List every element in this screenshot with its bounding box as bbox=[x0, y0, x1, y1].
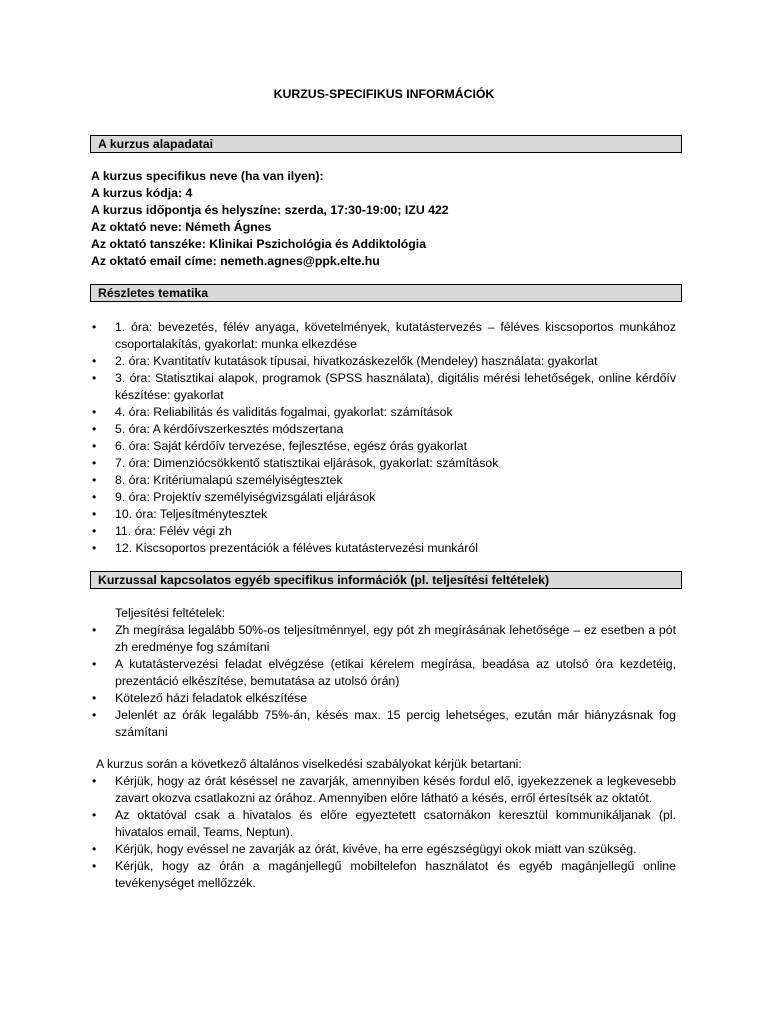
bullet-icon: • bbox=[92, 354, 97, 368]
list-item: • Kérjük, hogy az órát késéssel ne zavarják, amennyiben késés fordul elő, igyekezzenek a legkevesebb zavart okozva csatlakozni az órához. Amennyiben előre látható a késés, erről értesítsék az oktatót. bbox=[92, 774, 676, 805]
list-item: • 5. óra: A kérdőívszerkesztés módszertana bbox=[92, 422, 344, 436]
bullet-icon: • bbox=[92, 623, 97, 637]
list-item: • 11. óra: Félév végi zh bbox=[92, 524, 232, 538]
bullet-icon: • bbox=[92, 808, 97, 822]
list-item: • 3. óra: Statisztikai alapok, programok (SPSS használata), digitális mérési lehetőségek, online kérdőív készítése: gyakorlat bbox=[92, 371, 676, 402]
section-heading-basic-data bbox=[90, 135, 682, 153]
bullet-icon: • bbox=[92, 524, 97, 538]
list-item: • 12. Kiscsoportos prezentációk a féléves kutatástervezési munkáról bbox=[92, 541, 478, 555]
bullet-icon: • bbox=[92, 541, 97, 555]
course-basic-info bbox=[91, 168, 449, 270]
instructor-email-line: Az oktató email címe: nemeth.agnes@ppk.elte.hu bbox=[91, 254, 380, 268]
list-item: • 7. óra: Dimenziócsökkentő statisztikai eljárások, gyakorlat: számítások bbox=[92, 456, 499, 470]
section-heading-label: A kurzus alapadatai bbox=[98, 137, 214, 151]
bullet-icon: • bbox=[92, 422, 97, 436]
course-code-line: A kurzus kódja: 4 bbox=[91, 186, 193, 200]
list-item: • A kutatástervezési feladat elvégzése (etikai kérelem megírása, beadása az utolsó óra kezdetéig, prezentáció elkészítése, bemutatása az utolsó órán) bbox=[92, 657, 676, 688]
conditions-label: Teljesítési feltételek: bbox=[115, 606, 226, 620]
bullet-icon: • bbox=[92, 490, 97, 504]
list-item: • Zh megírása legalább 50%-os teljesítménnyel, egy pót zh megírásának lehetősége – ez esetben a pót zh eredménye fog számítani bbox=[92, 623, 676, 654]
course-time-line: A kurzus időpontja és helyszíne: szerda, 17:30-19:00; IZU 422 bbox=[91, 203, 449, 217]
section-heading-other-info bbox=[90, 571, 682, 589]
bullet-icon: • bbox=[92, 320, 97, 334]
bullet-icon: • bbox=[92, 405, 97, 419]
list-item: • 4. óra: Reliabilitás és validitás fogalmai, gyakorlat: számítások bbox=[92, 405, 453, 419]
list-item: • Kérjük, hogy evéssel ne zavarják az órát, kivéve, ha erre egészségügyi okok miatt van szükség. bbox=[92, 842, 637, 856]
bullet-icon: • bbox=[92, 371, 97, 385]
list-item: • Kérjük, hogy az órán a magánjellegű mobiltelefon használatot és egyéb magánjellegű online tevékenységet mellőzzék. bbox=[92, 859, 676, 890]
bullet-icon: • bbox=[92, 774, 97, 788]
bullet-icon: • bbox=[92, 657, 97, 671]
bullet-icon: • bbox=[92, 842, 97, 856]
list-item: • 9. óra: Projektív személyiségvizsgálati eljárások bbox=[92, 490, 376, 504]
page-title: KURZUS-SPECIFIKUS INFORMÁCIÓK bbox=[273, 87, 495, 101]
list-item: • 8. óra: Kritériumalapú személyiségtesztek bbox=[92, 473, 343, 487]
bullet-icon: • bbox=[92, 708, 97, 722]
instructor-name-line: Az oktató neve: Németh Ágnes bbox=[91, 220, 272, 234]
topic-list bbox=[92, 319, 676, 557]
bullet-icon: • bbox=[92, 456, 97, 470]
instructor-department-line: Az oktató tanszéke: Klinikai Pszichológia és Addiktológia bbox=[91, 237, 427, 251]
section-heading-label: Részletes tematika bbox=[98, 286, 209, 300]
section-heading-label: Kurzussal kapcsolatos egyéb specifikus információk (pl. teljesítési feltételek) bbox=[98, 573, 550, 587]
list-item: • 2. óra: Kvantitatív kutatások típusai, hivatkozáskezelők (Mendeley) használata: gyakorlat bbox=[92, 354, 598, 368]
bullet-icon: • bbox=[92, 859, 97, 873]
course-name-line: A kurzus specifikus neve (ha van ilyen): bbox=[91, 169, 324, 183]
rules-list bbox=[92, 773, 676, 892]
list-item: • 1. óra: bevezetés, félév anyaga, követelmények, kutatástervezés – féléves kiscsoportos munkához csoportalakítás, gyakorlat: munka elkezdése bbox=[92, 320, 676, 351]
bullet-icon: • bbox=[92, 507, 97, 521]
list-item: • 6. óra: Saját kérdőív tervezése, fejlesztése, egész órás gyakorlat bbox=[92, 439, 468, 453]
bullet-icon: • bbox=[92, 439, 97, 453]
list-item: • Kötelező házi feladatok elkészítése bbox=[92, 691, 308, 705]
list-item: • 10. óra: Teljesítménytesztek bbox=[92, 507, 268, 521]
conditions-list bbox=[92, 622, 676, 741]
list-item: • Jelenlét az órák legalább 75%-án, késés max. 15 percig lehetséges, ezután már hiányzásnak fog számítani bbox=[92, 708, 676, 739]
section-heading-topics bbox=[90, 284, 682, 302]
rules-intro: A kurzus során a következő általános viselkedési szabályokat kérjük betartani: bbox=[96, 757, 522, 771]
bullet-icon: • bbox=[92, 691, 97, 705]
bullet-icon: • bbox=[92, 473, 97, 487]
list-item: • Az oktatóval csak a hivatalos és előre egyeztetett csatornákon keresztül kommunikáljanak (pl. hivatalos email, Teams, Neptun). bbox=[92, 808, 676, 839]
